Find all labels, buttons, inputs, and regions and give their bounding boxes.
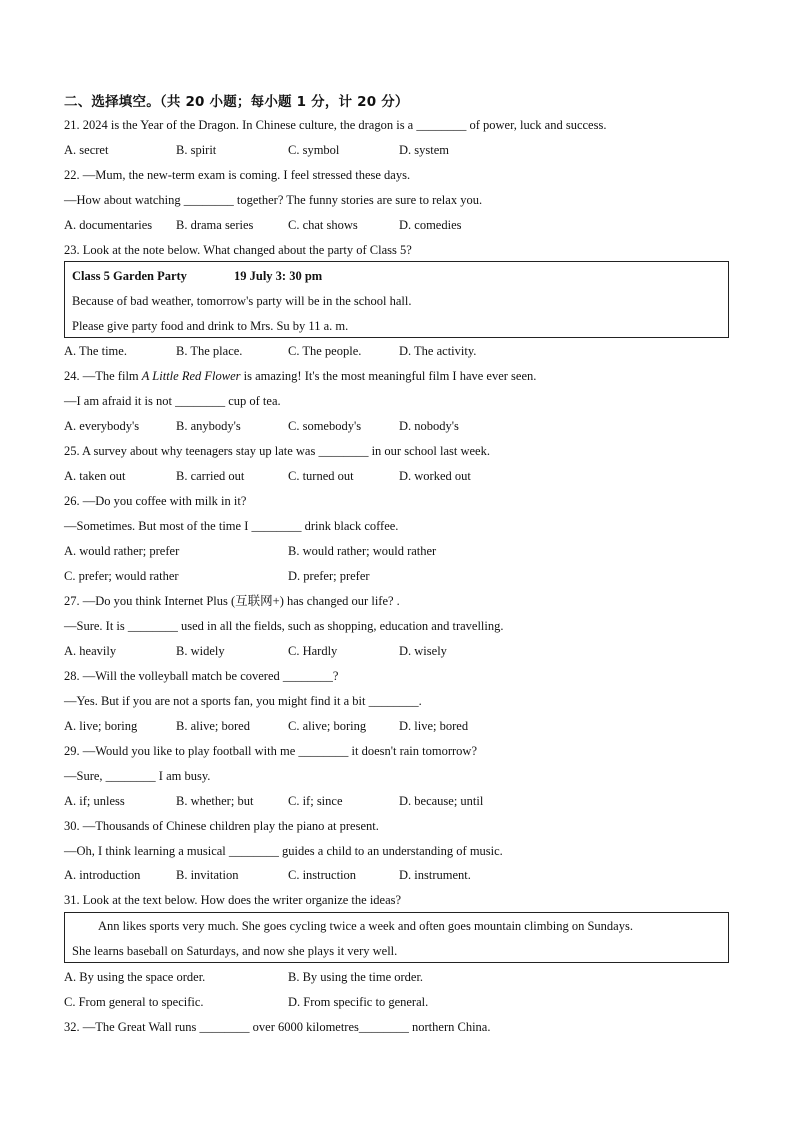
q23-note-time: 19 July 3: 30 pm [234,269,323,283]
q24-option-c[interactable]: C. somebody's [288,419,362,433]
q23-option-a[interactable]: A. The time. [64,344,127,358]
q24-line2: —I am afraid it is not ________ cup of tea. [64,394,281,408]
q24-option-a[interactable]: A. everybody's [64,419,140,433]
q27-line2: —Sure. It is ________ used in all the fields, such as shopping, education and travelling. [64,619,504,633]
q24-film-title: A Little Red Flower [141,369,241,383]
q23-note-title: Class 5 Garden Party [72,269,187,283]
q28-option-b[interactable]: B. alive; bored [176,719,250,733]
q31-text-line1: Ann likes sports very much. She goes cycling twice a week and often goes mountain climbing on Sundays. [98,919,633,933]
q22-line1: 22. —Mum, the new-term exam is coming. I feel stressed these days. [64,168,411,182]
q23-option-d[interactable]: D. The activity. [399,344,477,358]
q27-option-d[interactable]: D. wisely [399,644,447,658]
q24-line1-post: is amazing! It's the most meaningful film I have ever seen. [240,369,537,383]
q29-option-a[interactable]: A. if; unless [64,794,125,808]
q30-line2: —Oh, I think learning a musical ________ guides a child to an understanding of music. [64,844,503,858]
q25-option-a[interactable]: A. taken out [64,469,126,483]
q25-option-d[interactable]: D. worked out [399,469,471,483]
q28-option-c[interactable]: C. alive; boring [288,719,367,733]
q29-option-c[interactable]: C. if; since [288,794,343,808]
q23-note-line1: Because of bad weather, tomorrow's party will be in the school hall. [72,294,412,308]
q22-option-b[interactable]: B. drama series [176,218,254,232]
q24-line1 [64,368,536,384]
q22-option-c[interactable]: C. chat shows [288,218,358,232]
q31-option-b[interactable]: B. By using the time order. [288,970,424,984]
q28-line1: 28. —Will the volleyball match be covered ________? [64,669,339,683]
q32-stem: 32. —The Great Wall runs ________ over 6000 kilometres________ northern China. [64,1020,491,1034]
q25-option-b[interactable]: B. carried out [176,469,245,483]
q26-option-d[interactable]: D. prefer; prefer [288,569,370,583]
q23-option-c[interactable]: C. The people. [288,344,362,358]
q30-line1: 30. —Thousands of Chinese children play the piano at present. [64,819,379,833]
q23-stem: 23. Look at the note below. What changed about the party of Class 5? [64,243,412,257]
q29-line1: 29. —Would you like to play football with me ________ it doesn't rain tomorrow? [64,744,477,758]
q28-line2: —Yes. But if you are not a sports fan, you might find it a bit ________. [64,694,422,708]
q26-option-b[interactable]: B. would rather; would rather [288,544,437,558]
q23-option-b[interactable]: B. The place. [176,344,243,358]
q21-option-b[interactable]: B. spirit [176,143,217,157]
q25-stem: 25. A survey about why teenagers stay up late was ________ in our school last week. [64,444,490,458]
q27-option-a[interactable]: A. heavily [64,644,117,658]
q23-note-line2: Please give party food and drink to Mrs. Su by 11 a. m. [72,319,349,333]
q21-option-c[interactable]: C. symbol [288,143,340,157]
q21-stem: 21. 2024 is the Year of the Dragon. In Chinese culture, the dragon is a ________ of power, luck and success. [64,118,607,132]
q28-option-a[interactable]: A. live; boring [64,719,138,733]
q25-option-c[interactable]: C. turned out [288,469,354,483]
q31-option-a[interactable]: A. By using the space order. [64,970,206,984]
q21-option-d[interactable]: D. system [399,143,449,157]
q31-stem: 31. Look at the text below. How does the writer organize the ideas? [64,893,402,907]
q30-option-b[interactable]: B. invitation [176,868,239,882]
q29-option-b[interactable]: B. whether; but [176,794,254,808]
q26-line2: —Sometimes. But most of the time I ________ drink black coffee. [64,519,399,533]
q26-option-a[interactable]: A. would rather; prefer [64,544,180,558]
q28-option-d[interactable]: D. live; bored [399,719,469,733]
q29-line2: —Sure, ________ I am busy. [64,769,211,783]
section-title: 二、选择填空。（共 20 小题；每小题 1 分，计 20 分） [64,94,409,110]
q31-option-c[interactable]: C. From general to specific. [64,995,204,1009]
q27-option-c[interactable]: C. Hardly [288,644,338,658]
q22-option-a[interactable]: A. documentaries [64,218,153,232]
q29-option-d[interactable]: D. because; until [399,794,484,808]
q31-option-d[interactable]: D. From specific to general. [288,995,429,1009]
q26-line1: 26. —Do you coffee with milk in it? [64,494,247,508]
q24-line1-pre: 24. —The film [64,369,142,383]
q21-option-a[interactable]: A. secret [64,143,109,157]
q22-option-d[interactable]: D. comedies [399,218,462,232]
q31-text-line2: She learns baseball on Saturdays, and now she plays it very well. [72,944,398,958]
q30-option-d[interactable]: D. instrument. [399,868,471,882]
q24-option-b[interactable]: B. anybody's [176,419,241,433]
q24-option-d[interactable]: D. nobody's [399,419,459,433]
q27-line1: 27. —Do you think Internet Plus (互联网+) has changed our life? . [64,594,400,608]
q22-line2: —How about watching ________ together? The funny stories are sure to relax you. [64,193,483,207]
q26-option-c[interactable]: C. prefer; would rather [64,569,179,583]
q27-option-b[interactable]: B. widely [176,644,225,658]
q30-option-a[interactable]: A. introduction [64,868,141,882]
q30-option-c[interactable]: C. instruction [288,868,357,882]
